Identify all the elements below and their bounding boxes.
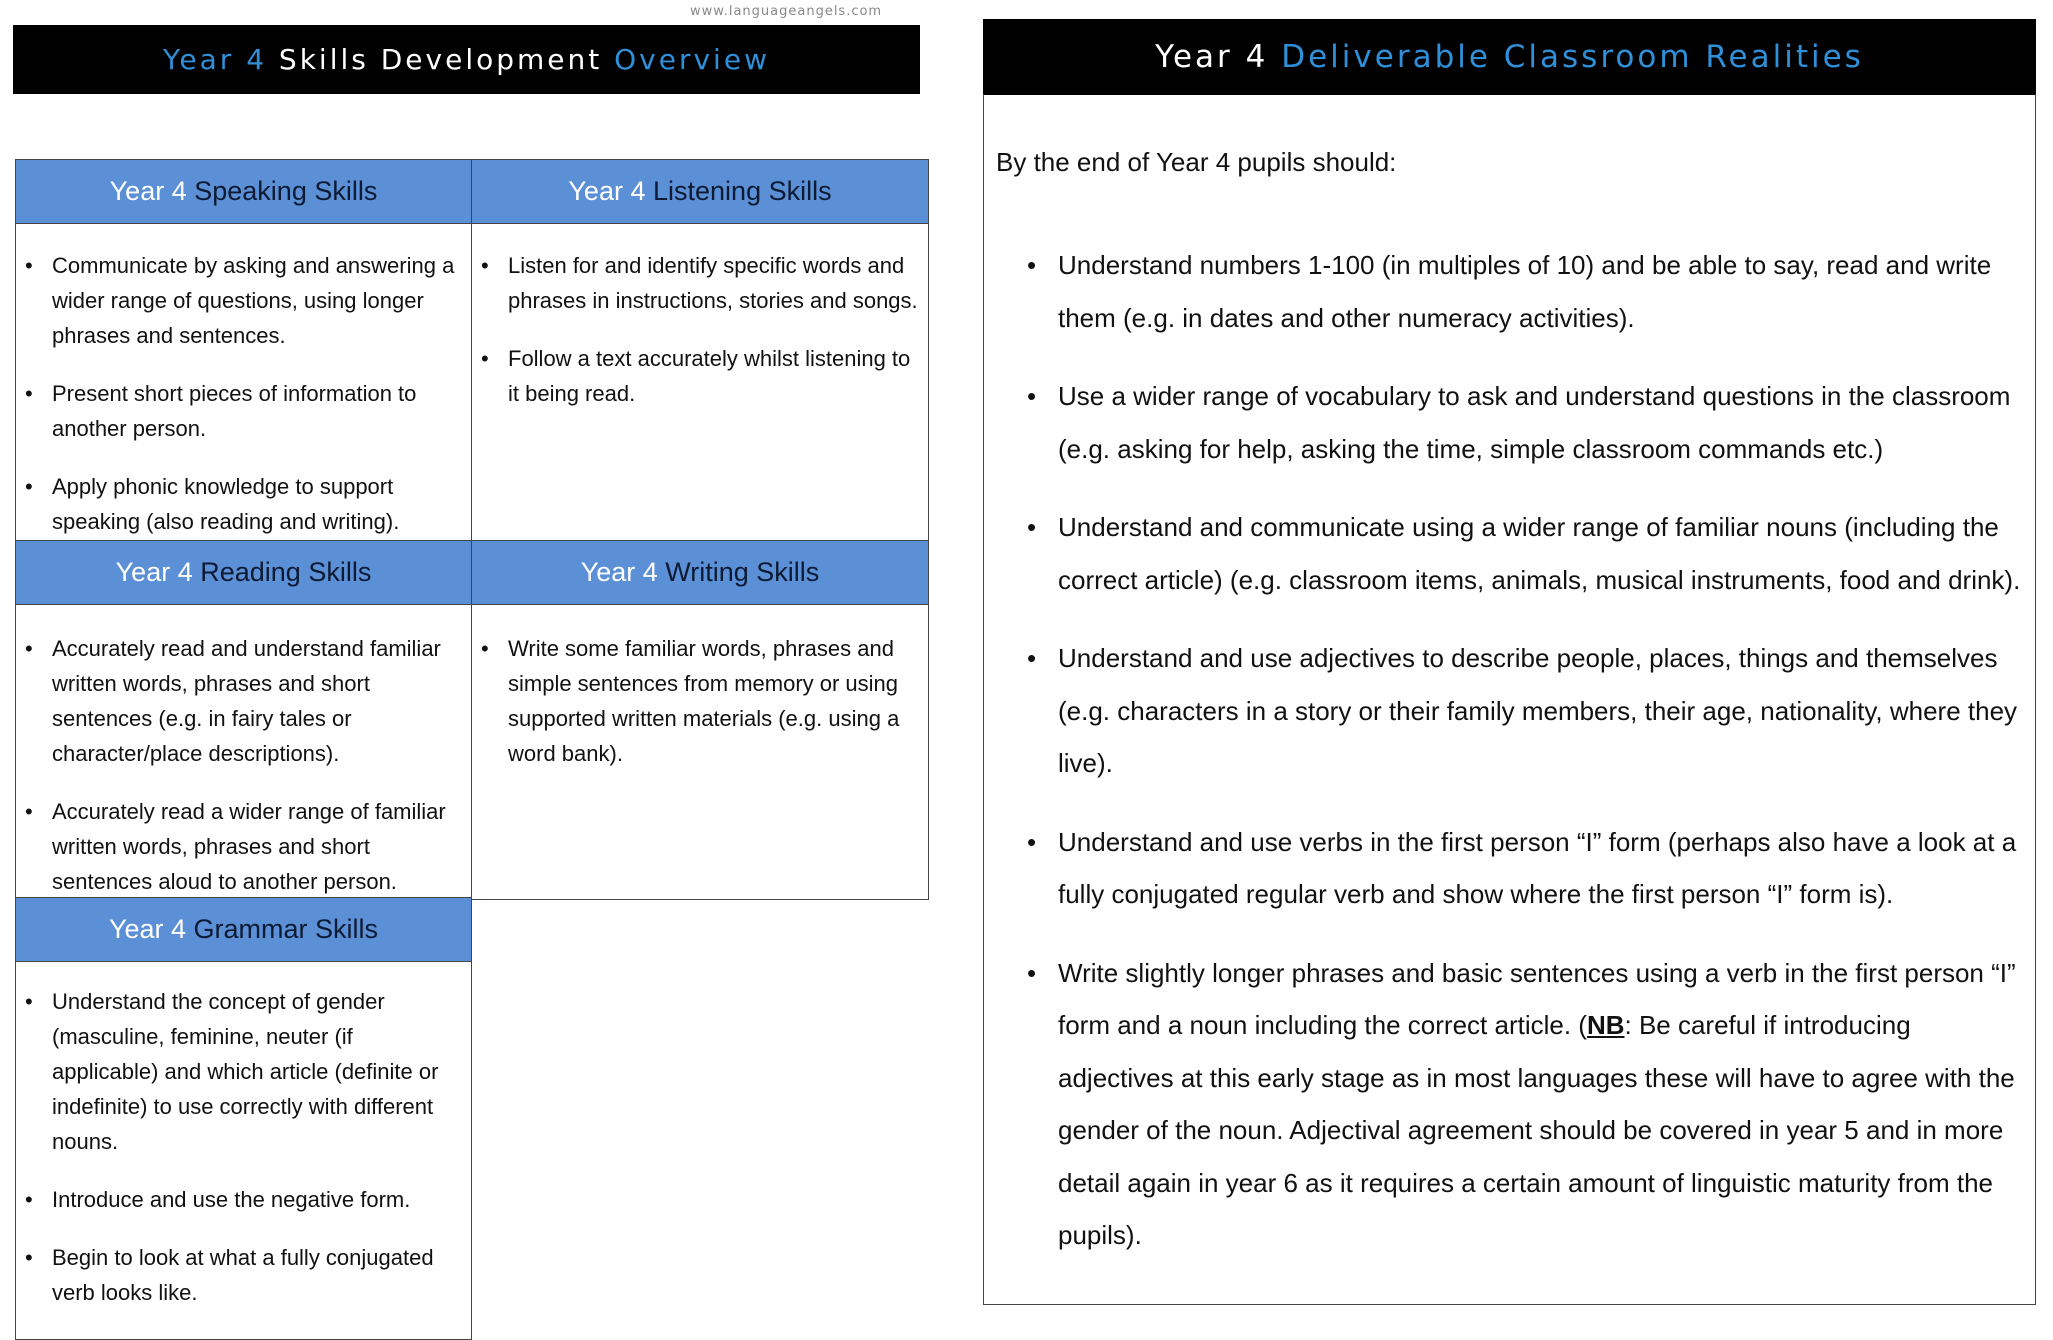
- right-title-bar: [983, 19, 2036, 95]
- writing-skills-cell: [471, 540, 929, 900]
- list-item: • Understand and communicate using a wider range of familiar nouns (including the correct article) (e.g. classroom items, animals, musical instruments, food and drink).: [1058, 501, 2028, 606]
- reading-skills-cell: [15, 540, 472, 900]
- reading-title: Reading Skills: [200, 557, 372, 587]
- list-item: • Begin to look at what a fully conjugated verb looks like.: [52, 1240, 463, 1310]
- grammar-title: Grammar Skills: [193, 914, 379, 944]
- nb-note: NB: [1586, 1010, 1625, 1040]
- reading-skills-header: [16, 541, 471, 605]
- writing-year: Year 4: [580, 557, 658, 587]
- grammar-skills-cell: [15, 897, 472, 1340]
- listening-year: Year 4: [568, 176, 646, 206]
- list-item: • Understand and use adjectives to describe people, places, things and themselves (e.g. characters in a story or their family members, their age, nationality, where they live).: [1058, 632, 2028, 790]
- grammar-year: Year 4: [108, 914, 187, 944]
- left-title-year: Year 4: [163, 43, 268, 76]
- list-item: • Communicate by asking and answering a wider range of questions, using longer phrases and sentences.: [52, 248, 463, 353]
- reading-list: [16, 605, 471, 899]
- grammar-skills-header: [16, 898, 471, 962]
- listening-list: [472, 224, 928, 411]
- listening-skills-cell: [471, 159, 929, 541]
- left-title-main: Skills Development: [278, 43, 603, 76]
- speaking-skills-cell: [15, 159, 472, 541]
- speaking-list: [16, 224, 471, 539]
- speaking-title: Speaking Skills: [194, 176, 378, 206]
- listening-skills-header: [472, 160, 928, 224]
- list-item: [1058, 947, 2028, 1262]
- watermark: www.languageangels.com: [690, 4, 883, 18]
- writing-title: Writing Skills: [665, 557, 820, 587]
- list-item: • Understand numbers 1-100 (in multiples of 10) and be able to say, read and write them (e.g. in dates and other numeracy activities).: [1058, 239, 2028, 344]
- list-item: • Understand the concept of gender (masculine, feminine, neuter (if applicable) and which article (definite or indefinite) to use correctly with different nouns.: [52, 984, 463, 1159]
- list-item: • Use a wider range of vocabulary to ask and understand questions in the classroom (e.g. asking for help, asking the time, simple classroom commands etc.): [1058, 370, 2028, 475]
- realities-list: [1058, 239, 2028, 1288]
- reading-year: Year 4: [115, 557, 193, 587]
- writing-skills-header: [472, 541, 928, 605]
- classroom-realities-panel: [983, 94, 2036, 1305]
- speaking-year: Year 4: [109, 176, 187, 206]
- list-item: • Follow a text accurately whilst listening to it being read.: [508, 341, 920, 411]
- left-title-bar: [13, 25, 920, 94]
- writing-list: [472, 605, 928, 771]
- grammar-list: [16, 962, 471, 1310]
- right-title-main: Deliverable Classroom Realities: [1281, 39, 1864, 75]
- last-item-after: : Be careful if introducing adjectives at this early stage as in most languages these will have to agree with the gender of the noun. Adjectival agreement should be covered in year 5 and in more detail again in year 6 as it requires a certain amount of linguistic maturity from the pupils).: [1058, 1010, 2015, 1250]
- left-title-accent: Overview: [614, 43, 770, 76]
- list-item: • Accurately read a wider range of familiar written words, phrases and short sentences aloud to another person.: [52, 794, 463, 899]
- list-item: • Listen for and identify specific words and phrases in instructions, stories and songs.: [508, 248, 920, 318]
- list-item: • Write some familiar words, phrases and simple sentences from memory or using supported written materials (e.g. using a word bank).: [508, 631, 920, 771]
- list-item: • Understand and use verbs in the first person “I” form (perhaps also have a look at a fully conjugated regular verb and show where the first person “I” form is).: [1058, 816, 2028, 921]
- list-item: • Apply phonic knowledge to support speaking (also reading and writing).: [52, 469, 463, 539]
- list-item: • Accurately read and understand familiar written words, phrases and short sentences (e.g. in fairy tales or character/place descriptions).: [52, 631, 463, 771]
- speaking-skills-header: [16, 160, 471, 224]
- list-item: • Present short pieces of information to another person.: [52, 376, 463, 446]
- realities-intro: By the end of Year 4 pupils should:: [996, 147, 1397, 177]
- last-item-before: Write slightly longer phrases and basic sentences using a verb in the first person “I” form and a noun including the correct article. (: [1058, 957, 2016, 1040]
- right-title-year: Year 4: [1155, 39, 1269, 75]
- listening-title: Listening Skills: [653, 176, 832, 206]
- list-item: • Introduce and use the negative form.: [52, 1182, 463, 1217]
